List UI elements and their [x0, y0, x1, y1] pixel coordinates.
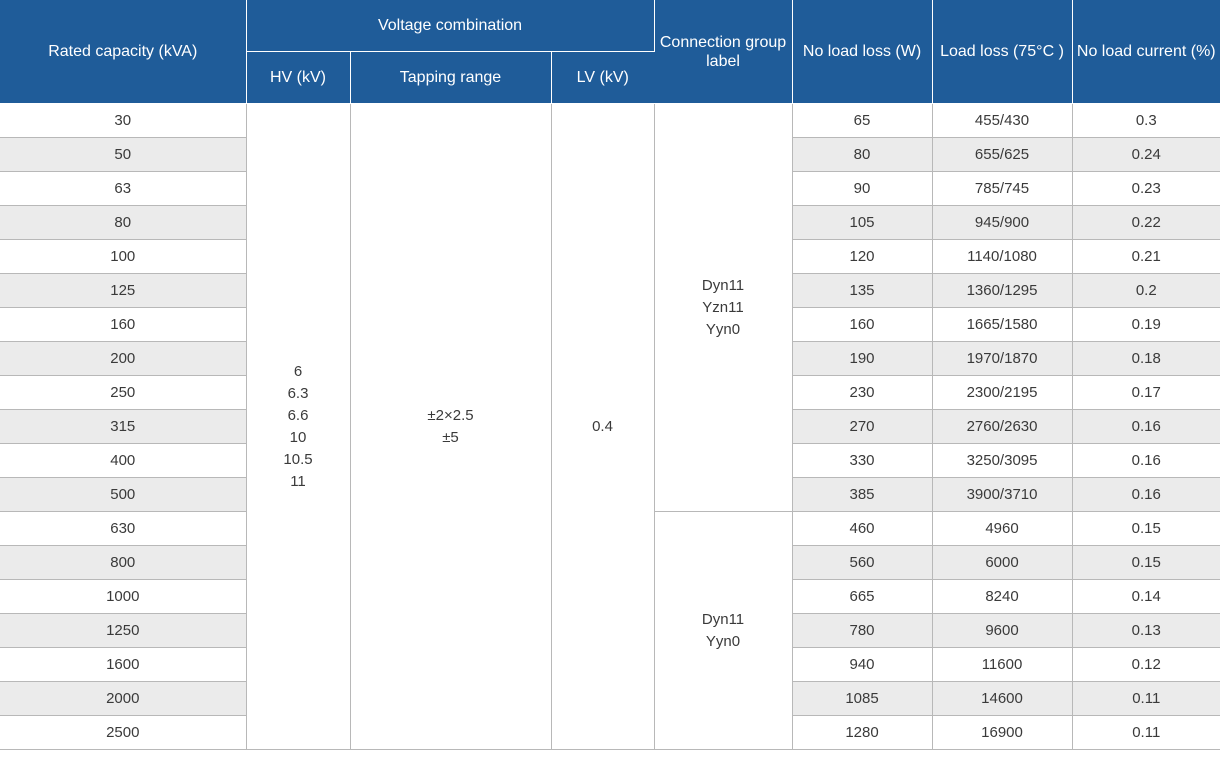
cell-no-load-loss: 135 [792, 274, 932, 308]
cell-rated-capacity: 30 [0, 104, 246, 138]
cell-no-load-current: 0.13 [1072, 614, 1220, 648]
cell-load-loss: 6000 [932, 546, 1072, 580]
cell-rated-capacity: 1000 [0, 580, 246, 614]
cell-load-loss: 655/625 [932, 138, 1072, 172]
cell-no-load-current: 0.16 [1072, 444, 1220, 478]
header-load-loss: Load loss (75°C ) [932, 0, 1072, 104]
cell-hv-values-line: 10 [289, 428, 307, 446]
cell-tapping-range [350, 104, 551, 750]
cell-no-load-loss: 780 [792, 614, 932, 648]
cell-no-load-loss: 230 [792, 376, 932, 410]
cell-no-load-current: 0.12 [1072, 648, 1220, 682]
cell-rated-capacity: 50 [0, 138, 246, 172]
cell-no-load-current: 0.15 [1072, 512, 1220, 546]
header-no-load-current: No load current (%) [1072, 0, 1220, 104]
cell-no-load-loss: 330 [792, 444, 932, 478]
cell-load-loss: 9600 [932, 614, 1072, 648]
cell-connection-group-2-line: Dyn11 [701, 610, 745, 628]
cell-rated-capacity: 2000 [0, 682, 246, 716]
cell-rated-capacity: 160 [0, 308, 246, 342]
cell-no-load-loss: 190 [792, 342, 932, 376]
cell-load-loss: 1665/1580 [932, 308, 1072, 342]
cell-no-load-loss: 270 [792, 410, 932, 444]
header-lv: LV (kV) [551, 52, 654, 104]
cell-rated-capacity: 125 [0, 274, 246, 308]
cell-tapping-range-line: ±5 [442, 428, 459, 446]
cell-no-load-current: 0.24 [1072, 138, 1220, 172]
cell-connection-group-2-line: Yyn0 [705, 632, 741, 650]
cell-load-loss: 8240 [932, 580, 1072, 614]
cell-no-load-current: 0.22 [1072, 206, 1220, 240]
cell-load-loss: 16900 [932, 716, 1072, 750]
cell-no-load-loss: 105 [792, 206, 932, 240]
cell-load-loss: 4960 [932, 512, 1072, 546]
cell-load-loss: 3250/3095 [932, 444, 1072, 478]
cell-no-load-current: 0.18 [1072, 342, 1220, 376]
cell-rated-capacity: 400 [0, 444, 246, 478]
cell-no-load-current: 0.15 [1072, 546, 1220, 580]
cell-no-load-loss: 385 [792, 478, 932, 512]
cell-load-loss: 455/430 [932, 104, 1072, 138]
cell-connection-group-1-line: Yzn11 [702, 298, 744, 316]
cell-no-load-current: 0.23 [1072, 172, 1220, 206]
cell-connection-group-1 [654, 104, 792, 512]
cell-no-load-loss: 80 [792, 138, 932, 172]
cell-load-loss: 1360/1295 [932, 274, 1072, 308]
cell-load-loss: 14600 [932, 682, 1072, 716]
cell-no-load-current: 0.21 [1072, 240, 1220, 274]
cell-load-loss: 2300/2195 [932, 376, 1072, 410]
cell-no-load-loss: 120 [792, 240, 932, 274]
header-no-load-loss: No load loss (W) [792, 0, 932, 104]
cell-rated-capacity: 500 [0, 478, 246, 512]
cell-no-load-loss: 460 [792, 512, 932, 546]
cell-lv-value: 0.4 [551, 104, 654, 750]
cell-load-loss: 1970/1870 [932, 342, 1072, 376]
cell-no-load-loss: 1085 [792, 682, 932, 716]
cell-no-load-current: 0.14 [1072, 580, 1220, 614]
cell-load-loss: 2760/2630 [932, 410, 1072, 444]
cell-no-load-current: 0.16 [1072, 478, 1220, 512]
cell-no-load-current: 0.19 [1072, 308, 1220, 342]
cell-connection-group-2 [654, 512, 792, 750]
cell-rated-capacity: 250 [0, 376, 246, 410]
cell-no-load-current: 0.16 [1072, 410, 1220, 444]
cell-rated-capacity: 2500 [0, 716, 246, 750]
cell-no-load-current: 0.2 [1072, 274, 1220, 308]
cell-tapping-range-line: ±2×2.5 [427, 406, 474, 424]
cell-no-load-loss: 940 [792, 648, 932, 682]
cell-rated-capacity: 100 [0, 240, 246, 274]
cell-no-load-current: 0.11 [1072, 682, 1220, 716]
cell-rated-capacity: 315 [0, 410, 246, 444]
cell-no-load-loss: 160 [792, 308, 932, 342]
cell-no-load-current: 0.17 [1072, 376, 1220, 410]
cell-rated-capacity: 200 [0, 342, 246, 376]
cell-no-load-loss: 90 [792, 172, 932, 206]
cell-hv-values-line: 6.3 [287, 384, 309, 402]
cell-no-load-loss: 65 [792, 104, 932, 138]
cell-no-load-loss: 560 [792, 546, 932, 580]
cell-hv-values-line: 6.6 [287, 406, 309, 424]
cell-rated-capacity: 1250 [0, 614, 246, 648]
header-tapping-range: Tapping range [350, 52, 551, 104]
cell-no-load-current: 0.3 [1072, 104, 1220, 138]
cell-load-loss: 1140/1080 [932, 240, 1072, 274]
cell-load-loss: 785/745 [932, 172, 1072, 206]
cell-load-loss: 3900/3710 [932, 478, 1072, 512]
cell-rated-capacity: 1600 [0, 648, 246, 682]
cell-rated-capacity: 630 [0, 512, 246, 546]
cell-no-load-loss: 1280 [792, 716, 932, 750]
cell-connection-group-1-line: Yyn0 [705, 320, 741, 338]
cell-hv-values-line: 11 [290, 472, 306, 490]
cell-rated-capacity: 63 [0, 172, 246, 206]
cell-rated-capacity: 80 [0, 206, 246, 240]
header-voltage-combination: Voltage combination [246, 0, 654, 52]
table-body [0, 104, 1220, 750]
cell-hv-values-line: 6 [293, 362, 303, 380]
cell-no-load-current: 0.11 [1072, 716, 1220, 750]
cell-connection-group-1-line: Dyn11 [701, 276, 745, 294]
header-hv: HV (kV) [246, 52, 350, 104]
header-connection-group: Connection group label [654, 0, 792, 104]
table-row [0, 104, 1220, 138]
cell-load-loss: 11600 [932, 648, 1072, 682]
cell-load-loss: 945/900 [932, 206, 1072, 240]
cell-hv-values [246, 104, 350, 750]
header-rated-capacity: Rated capacity (kVA) [0, 0, 246, 104]
cell-no-load-loss: 665 [792, 580, 932, 614]
cell-hv-values-line: 10.5 [283, 450, 313, 468]
cell-rated-capacity: 800 [0, 546, 246, 580]
